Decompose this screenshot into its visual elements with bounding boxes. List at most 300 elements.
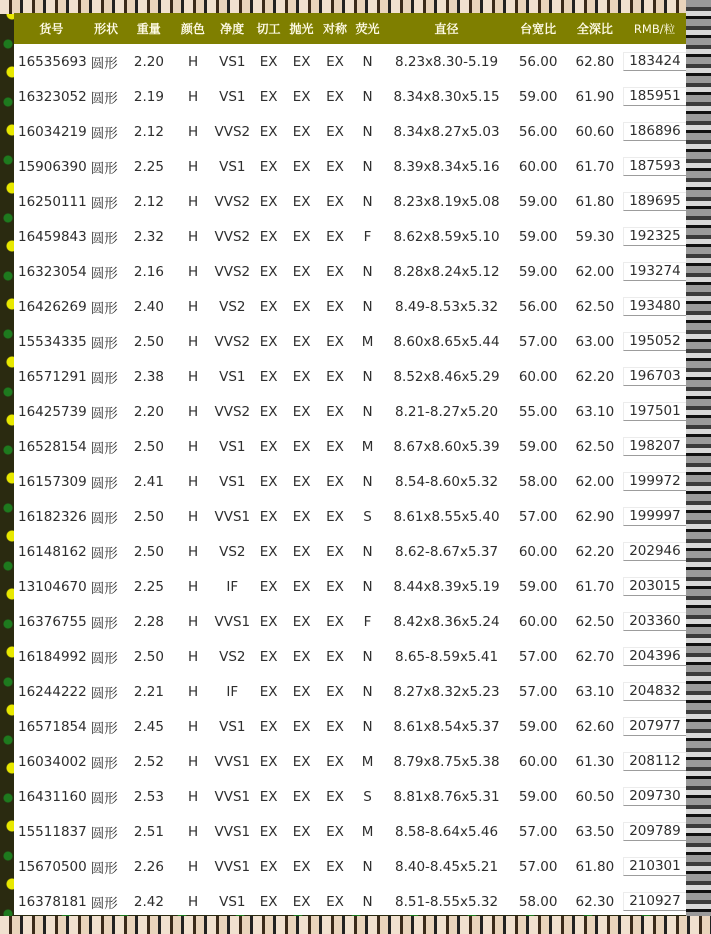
polish-cell: EX xyxy=(292,683,311,700)
color-cell: H xyxy=(187,788,199,805)
header-price-rmb: RMB/粒 xyxy=(633,21,676,36)
price-cell xyxy=(623,857,686,876)
header-polish: 抛光 xyxy=(289,22,314,36)
diameter-cell: 8.58-8.64x5.46 xyxy=(395,823,499,840)
color-cell: H xyxy=(187,578,199,595)
diameter-cell: 8.34x8.27x5.03 xyxy=(393,123,500,140)
cut-cell: EX xyxy=(259,788,278,805)
fluorescence-cell: N xyxy=(362,368,373,385)
table-ratio-cell: 59.00 xyxy=(518,788,558,805)
price-value-box: 192325 xyxy=(623,227,686,246)
table-ratio-cell: 59.00 xyxy=(518,438,558,455)
symmetry-cell: EX xyxy=(326,613,344,630)
table-row xyxy=(14,674,686,709)
price-value-box: 204396 xyxy=(623,647,686,666)
depth-ratio-cell: 59.30 xyxy=(575,228,615,245)
polish-cell: EX xyxy=(292,543,311,560)
carat-weight-cell: 2.26 xyxy=(133,858,164,875)
cut-cell: EX xyxy=(259,193,278,210)
shape-cell: 圆形 xyxy=(90,475,118,492)
fluorescence-cell: S xyxy=(363,508,372,525)
clarity-cell: VVS1 xyxy=(214,823,251,840)
stock-number-cell: 13104670 xyxy=(18,578,87,595)
table-header xyxy=(14,13,686,44)
symmetry-cell: EX xyxy=(326,403,344,420)
price-cell xyxy=(623,157,686,176)
clarity-cell: VS1 xyxy=(219,473,246,490)
symmetry-cell: EX xyxy=(326,683,344,700)
stock-number-cell: 16425739 xyxy=(18,403,87,420)
table-ratio-cell: 56.00 xyxy=(518,53,558,70)
symmetry-cell: EX xyxy=(326,88,344,105)
shape-cell: 圆形 xyxy=(90,650,118,667)
color-cell: H xyxy=(187,823,199,840)
header-depth-ratio: 全深比 xyxy=(576,22,613,36)
color-cell: H xyxy=(187,298,199,315)
table-ratio-cell: 57.00 xyxy=(518,858,558,875)
symmetry-cell: EX xyxy=(326,438,344,455)
table-row xyxy=(14,44,686,79)
polish-cell: EX xyxy=(292,473,311,490)
shape-cell: 圆形 xyxy=(90,195,118,212)
cut-cell: EX xyxy=(259,613,278,630)
clarity-cell: VVS1 xyxy=(214,858,251,875)
color-cell: H xyxy=(187,508,199,525)
polish-cell: EX xyxy=(292,613,311,630)
symmetry-cell: EX xyxy=(326,53,344,70)
clarity-cell: VVS1 xyxy=(214,788,251,805)
depth-ratio-cell: 62.30 xyxy=(575,893,615,910)
depth-ratio-cell: 62.20 xyxy=(575,543,615,560)
depth-ratio-cell: 62.50 xyxy=(575,298,615,315)
table-row xyxy=(14,289,686,324)
polish-cell: EX xyxy=(292,718,311,735)
carat-weight-cell: 2.40 xyxy=(133,298,164,315)
carat-weight-cell: 2.50 xyxy=(133,648,164,665)
depth-ratio-cell: 61.90 xyxy=(575,88,615,105)
table-ratio-cell: 57.00 xyxy=(518,333,558,350)
fluorescence-cell: M xyxy=(361,823,374,840)
stock-number-cell: 16426269 xyxy=(18,298,87,315)
polish-cell: EX xyxy=(292,753,311,770)
price-cell xyxy=(623,717,686,736)
clarity-cell: VS1 xyxy=(219,88,246,105)
clarity-cell: VVS2 xyxy=(214,333,251,350)
symmetry-cell: EX xyxy=(326,788,344,805)
clarity-cell: VS2 xyxy=(219,543,246,560)
table-row xyxy=(14,464,686,499)
fluorescence-cell: N xyxy=(362,53,373,70)
symmetry-cell: EX xyxy=(326,648,344,665)
price-cell xyxy=(623,472,686,491)
color-cell: H xyxy=(187,718,199,735)
carat-weight-cell: 2.50 xyxy=(133,438,164,455)
diameter-cell: 8.54-8.60x5.32 xyxy=(395,473,499,490)
fluorescence-cell: N xyxy=(362,893,373,910)
depth-ratio-cell: 62.20 xyxy=(575,368,615,385)
price-value-box: 202946 xyxy=(623,542,686,561)
diameter-cell: 8.51-8.55x5.32 xyxy=(395,893,499,910)
carat-weight-cell: 2.41 xyxy=(133,473,164,490)
color-cell: H xyxy=(187,123,199,140)
carat-weight-cell: 2.51 xyxy=(133,823,164,840)
symmetry-cell: EX xyxy=(326,473,344,490)
depth-ratio-cell: 61.70 xyxy=(575,158,615,175)
table-row xyxy=(14,324,686,359)
diameter-cell: 8.62x8.59x5.10 xyxy=(393,228,500,245)
symmetry-cell: EX xyxy=(326,263,344,280)
table-row xyxy=(14,744,686,779)
carat-weight-cell: 2.28 xyxy=(133,613,164,630)
diameter-cell: 8.28x8.24x5.12 xyxy=(393,263,500,280)
polish-cell: EX xyxy=(292,123,311,140)
depth-ratio-cell: 63.50 xyxy=(575,823,615,840)
price-value-box: 208112 xyxy=(623,752,686,771)
carat-weight-cell: 2.52 xyxy=(133,753,164,770)
table-ratio-cell: 56.00 xyxy=(518,298,558,315)
fluorescence-cell: N xyxy=(362,193,373,210)
cut-cell: EX xyxy=(259,473,278,490)
price-value-box: 210301 xyxy=(623,857,686,876)
table-row xyxy=(14,499,686,534)
diameter-cell: 8.39x8.34x5.16 xyxy=(393,158,500,175)
color-cell: H xyxy=(187,193,199,210)
diameter-cell: 8.49-8.53x5.32 xyxy=(395,298,499,315)
fluorescence-cell: F xyxy=(363,228,372,245)
shape-cell: 圆形 xyxy=(90,755,118,772)
shape-cell: 圆形 xyxy=(90,545,118,562)
clarity-cell: VS1 xyxy=(219,368,246,385)
table-row xyxy=(14,639,686,674)
header-color: 颜色 xyxy=(180,22,205,36)
header-carat-weight: 重量 xyxy=(136,22,161,36)
shape-cell: 圆形 xyxy=(90,720,118,737)
price-value-box: 195052 xyxy=(623,332,686,351)
symmetry-cell: EX xyxy=(326,718,344,735)
color-cell: H xyxy=(187,403,199,420)
stock-number-cell: 15511837 xyxy=(18,823,87,840)
table-ratio-cell: 58.00 xyxy=(518,473,558,490)
price-cell xyxy=(623,892,686,911)
color-cell: H xyxy=(187,438,199,455)
depth-ratio-cell: 61.80 xyxy=(575,193,615,210)
diameter-cell: 8.81x8.76x5.31 xyxy=(393,788,500,805)
stock-number-cell: 16378181 xyxy=(18,893,87,910)
price-cell xyxy=(623,367,686,386)
symmetry-cell: EX xyxy=(326,893,344,910)
depth-ratio-cell: 61.80 xyxy=(575,858,615,875)
depth-ratio-cell: 62.50 xyxy=(575,613,615,630)
price-cell xyxy=(623,332,686,351)
fluorescence-cell: N xyxy=(362,473,373,490)
diameter-cell: 8.23x8.19x5.08 xyxy=(393,193,500,210)
table-ratio-cell: 59.00 xyxy=(518,263,558,280)
price-value-box: 183424 xyxy=(623,52,686,71)
shape-cell: 圆形 xyxy=(90,440,118,457)
price-value-box: 185951 xyxy=(623,87,686,106)
table-row xyxy=(14,429,686,464)
header-stock-number: 货号 xyxy=(39,22,64,36)
price-value-box: 187593 xyxy=(623,157,686,176)
carat-weight-cell: 2.38 xyxy=(133,368,164,385)
stock-number-cell: 16034219 xyxy=(18,123,87,140)
cut-cell: EX xyxy=(259,123,278,140)
header-clarity: 净度 xyxy=(220,22,245,36)
price-cell xyxy=(623,437,686,456)
depth-ratio-cell: 60.50 xyxy=(575,788,615,805)
polish-cell: EX xyxy=(292,648,311,665)
header-diameter: 直径 xyxy=(434,22,459,36)
depth-ratio-cell: 62.80 xyxy=(575,53,615,70)
table-ratio-cell: 57.00 xyxy=(518,508,558,525)
carat-weight-cell: 2.50 xyxy=(133,543,164,560)
price-value-box: 189695 xyxy=(623,192,686,211)
fluorescence-cell: N xyxy=(362,88,373,105)
table-row xyxy=(14,254,686,289)
stock-number-cell: 16184992 xyxy=(18,648,87,665)
table-row xyxy=(14,359,686,394)
price-cell xyxy=(623,262,686,281)
stock-number-cell: 16250111 xyxy=(18,193,87,210)
fluorescence-cell: N xyxy=(362,648,373,665)
symmetry-cell: EX xyxy=(326,543,344,560)
carat-weight-cell: 2.50 xyxy=(133,508,164,525)
price-value-box: 210927 xyxy=(623,892,686,911)
header-fluorescence: 荧光 xyxy=(355,22,380,36)
shape-cell: 圆形 xyxy=(90,615,118,632)
table-ratio-cell: 60.00 xyxy=(518,368,558,385)
table-row xyxy=(14,884,686,919)
price-cell xyxy=(623,682,686,701)
fluorescence-cell: S xyxy=(363,788,372,805)
diameter-cell: 8.44x8.39x5.19 xyxy=(393,578,500,595)
fluorescence-cell: M xyxy=(361,438,374,455)
price-value-box: 193274 xyxy=(623,262,686,281)
table-ratio-cell: 60.00 xyxy=(518,753,558,770)
carat-weight-cell: 2.21 xyxy=(133,683,164,700)
polish-cell: EX xyxy=(292,88,311,105)
depth-ratio-cell: 62.90 xyxy=(575,508,615,525)
symmetry-cell: EX xyxy=(326,753,344,770)
price-cell xyxy=(623,52,686,71)
fluorescence-cell: N xyxy=(362,718,373,735)
color-cell: H xyxy=(187,648,199,665)
table-row xyxy=(14,184,686,219)
carat-weight-cell: 2.25 xyxy=(133,158,164,175)
price-cell xyxy=(623,402,686,421)
stock-number-cell: 15906390 xyxy=(18,158,87,175)
color-cell: H xyxy=(187,613,199,630)
shape-cell: 圆形 xyxy=(90,265,118,282)
diameter-cell: 8.60x8.65x5.44 xyxy=(393,333,500,350)
clarity-cell: VS1 xyxy=(219,893,246,910)
price-cell xyxy=(623,87,686,106)
header-cut: 切工 xyxy=(256,22,281,36)
polish-cell: EX xyxy=(292,158,311,175)
carat-weight-cell: 2.25 xyxy=(133,578,164,595)
symmetry-cell: EX xyxy=(326,823,344,840)
price-value-box: 199997 xyxy=(623,507,686,526)
shape-cell: 圆形 xyxy=(90,300,118,317)
table-ratio-cell: 59.00 xyxy=(518,718,558,735)
cut-cell: EX xyxy=(259,158,278,175)
fluorescence-cell: N xyxy=(362,298,373,315)
polish-cell: EX xyxy=(292,578,311,595)
clarity-cell: VVS2 xyxy=(214,263,251,280)
cut-cell: EX xyxy=(259,858,278,875)
table-ratio-cell: 60.00 xyxy=(518,543,558,560)
stock-number-cell: 16571291 xyxy=(18,368,87,385)
header-shape: 形状 xyxy=(94,22,119,36)
cut-cell: EX xyxy=(259,648,278,665)
depth-ratio-cell: 63.10 xyxy=(575,403,615,420)
color-cell: H xyxy=(187,368,199,385)
color-cell: H xyxy=(187,683,199,700)
symmetry-cell: EX xyxy=(326,508,344,525)
clarity-cell: VVS1 xyxy=(214,508,251,525)
diameter-cell: 8.21-8.27x5.20 xyxy=(395,403,499,420)
diameter-cell: 8.61x8.55x5.40 xyxy=(393,508,500,525)
shape-cell: 圆形 xyxy=(90,790,118,807)
symmetry-cell: EX xyxy=(326,578,344,595)
table-ratio-cell: 57.00 xyxy=(518,648,558,665)
clarity-cell: VS1 xyxy=(219,438,246,455)
carat-weight-cell: 2.32 xyxy=(133,228,164,245)
stock-number-cell: 16182326 xyxy=(18,508,87,525)
polish-cell: EX xyxy=(292,403,311,420)
color-cell: H xyxy=(187,473,199,490)
fluorescence-cell: N xyxy=(362,578,373,595)
price-cell xyxy=(623,192,686,211)
polish-cell: EX xyxy=(292,368,311,385)
price-value-box: 203015 xyxy=(623,577,686,596)
price-cell xyxy=(623,122,686,141)
stock-number-cell: 16571854 xyxy=(18,718,87,735)
color-cell: H xyxy=(187,893,199,910)
stock-number-cell: 16244222 xyxy=(18,683,87,700)
fluorescence-cell: N xyxy=(362,543,373,560)
fluorescence-cell: N xyxy=(362,263,373,280)
table-row xyxy=(14,114,686,149)
stock-number-cell: 16459843 xyxy=(18,228,87,245)
diameter-cell: 8.42x8.36x5.24 xyxy=(393,613,500,630)
cut-cell: EX xyxy=(259,753,278,770)
table-ratio-cell: 56.00 xyxy=(518,123,558,140)
polish-cell: EX xyxy=(292,193,311,210)
symmetry-cell: EX xyxy=(326,368,344,385)
cut-cell: EX xyxy=(259,298,278,315)
clarity-cell: VVS2 xyxy=(214,228,251,245)
carat-weight-cell: 2.42 xyxy=(133,893,164,910)
table-ratio-cell: 60.00 xyxy=(518,613,558,630)
diameter-cell: 8.67x8.60x5.39 xyxy=(393,438,500,455)
cut-cell: EX xyxy=(259,823,278,840)
depth-ratio-cell: 62.00 xyxy=(575,473,615,490)
table-row xyxy=(14,779,686,814)
price-value-box: 199972 xyxy=(623,472,686,491)
clarity-cell: VVS2 xyxy=(214,403,251,420)
price-value-box: 203360 xyxy=(623,612,686,631)
depth-ratio-cell: 61.30 xyxy=(575,753,615,770)
cut-cell: EX xyxy=(259,683,278,700)
table-row xyxy=(14,604,686,639)
color-cell: H xyxy=(187,53,199,70)
price-value-box: 209789 xyxy=(623,822,686,841)
polish-cell: EX xyxy=(292,508,311,525)
carat-weight-cell: 2.50 xyxy=(133,333,164,350)
table-row xyxy=(14,849,686,884)
price-cell xyxy=(623,227,686,246)
background-texture-right xyxy=(686,0,711,934)
table-ratio-cell: 59.00 xyxy=(518,193,558,210)
cut-cell: EX xyxy=(259,508,278,525)
price-value-box: 204832 xyxy=(623,682,686,701)
table-ratio-cell: 57.00 xyxy=(518,683,558,700)
clarity-cell: VVS2 xyxy=(214,193,251,210)
diamond-price-table xyxy=(14,13,686,915)
symmetry-cell: EX xyxy=(326,858,344,875)
stock-number-cell: 16323054 xyxy=(18,263,87,280)
table-row xyxy=(14,534,686,569)
table-row xyxy=(14,394,686,429)
shape-cell: 圆形 xyxy=(90,405,118,422)
polish-cell: EX xyxy=(292,438,311,455)
cut-cell: EX xyxy=(259,53,278,70)
stock-number-cell: 16157309 xyxy=(18,473,87,490)
table-row xyxy=(14,814,686,849)
price-cell xyxy=(623,507,686,526)
depth-ratio-cell: 63.00 xyxy=(575,333,615,350)
depth-ratio-cell: 62.50 xyxy=(575,438,615,455)
symmetry-cell: EX xyxy=(326,123,344,140)
clarity-cell: VS1 xyxy=(219,158,246,175)
fluorescence-cell: N xyxy=(362,158,373,175)
price-value-box: 193480 xyxy=(623,297,686,316)
stock-number-cell: 16535693 xyxy=(18,53,87,70)
symmetry-cell: EX xyxy=(326,298,344,315)
symmetry-cell: EX xyxy=(326,158,344,175)
shape-cell: 圆形 xyxy=(90,335,118,352)
stock-number-cell: 15670500 xyxy=(18,858,87,875)
clarity-cell: VVS1 xyxy=(214,753,251,770)
fluorescence-cell: M xyxy=(361,333,374,350)
symmetry-cell: EX xyxy=(326,333,344,350)
polish-cell: EX xyxy=(292,858,311,875)
depth-ratio-cell: 63.10 xyxy=(575,683,615,700)
symmetry-cell: EX xyxy=(326,228,344,245)
header-symmetry: 对称 xyxy=(322,22,347,36)
carat-weight-cell: 2.20 xyxy=(133,53,164,70)
table-row xyxy=(14,569,686,604)
shape-cell: 圆形 xyxy=(90,55,118,72)
diameter-cell: 8.40-8.45x5.21 xyxy=(395,858,499,875)
polish-cell: EX xyxy=(292,333,311,350)
cut-cell: EX xyxy=(259,228,278,245)
cut-cell: EX xyxy=(259,368,278,385)
price-value-box: 198207 xyxy=(623,437,686,456)
shape-cell: 圆形 xyxy=(90,90,118,107)
price-cell xyxy=(623,612,686,631)
polish-cell: EX xyxy=(292,53,311,70)
shape-cell: 圆形 xyxy=(90,580,118,597)
shape-cell: 圆形 xyxy=(90,860,118,877)
price-cell xyxy=(623,297,686,316)
shape-cell: 圆形 xyxy=(90,230,118,247)
color-cell: H xyxy=(187,543,199,560)
stock-number-cell: 16034002 xyxy=(18,753,87,770)
depth-ratio-cell: 62.70 xyxy=(575,648,615,665)
clarity-cell: VVS2 xyxy=(214,123,251,140)
